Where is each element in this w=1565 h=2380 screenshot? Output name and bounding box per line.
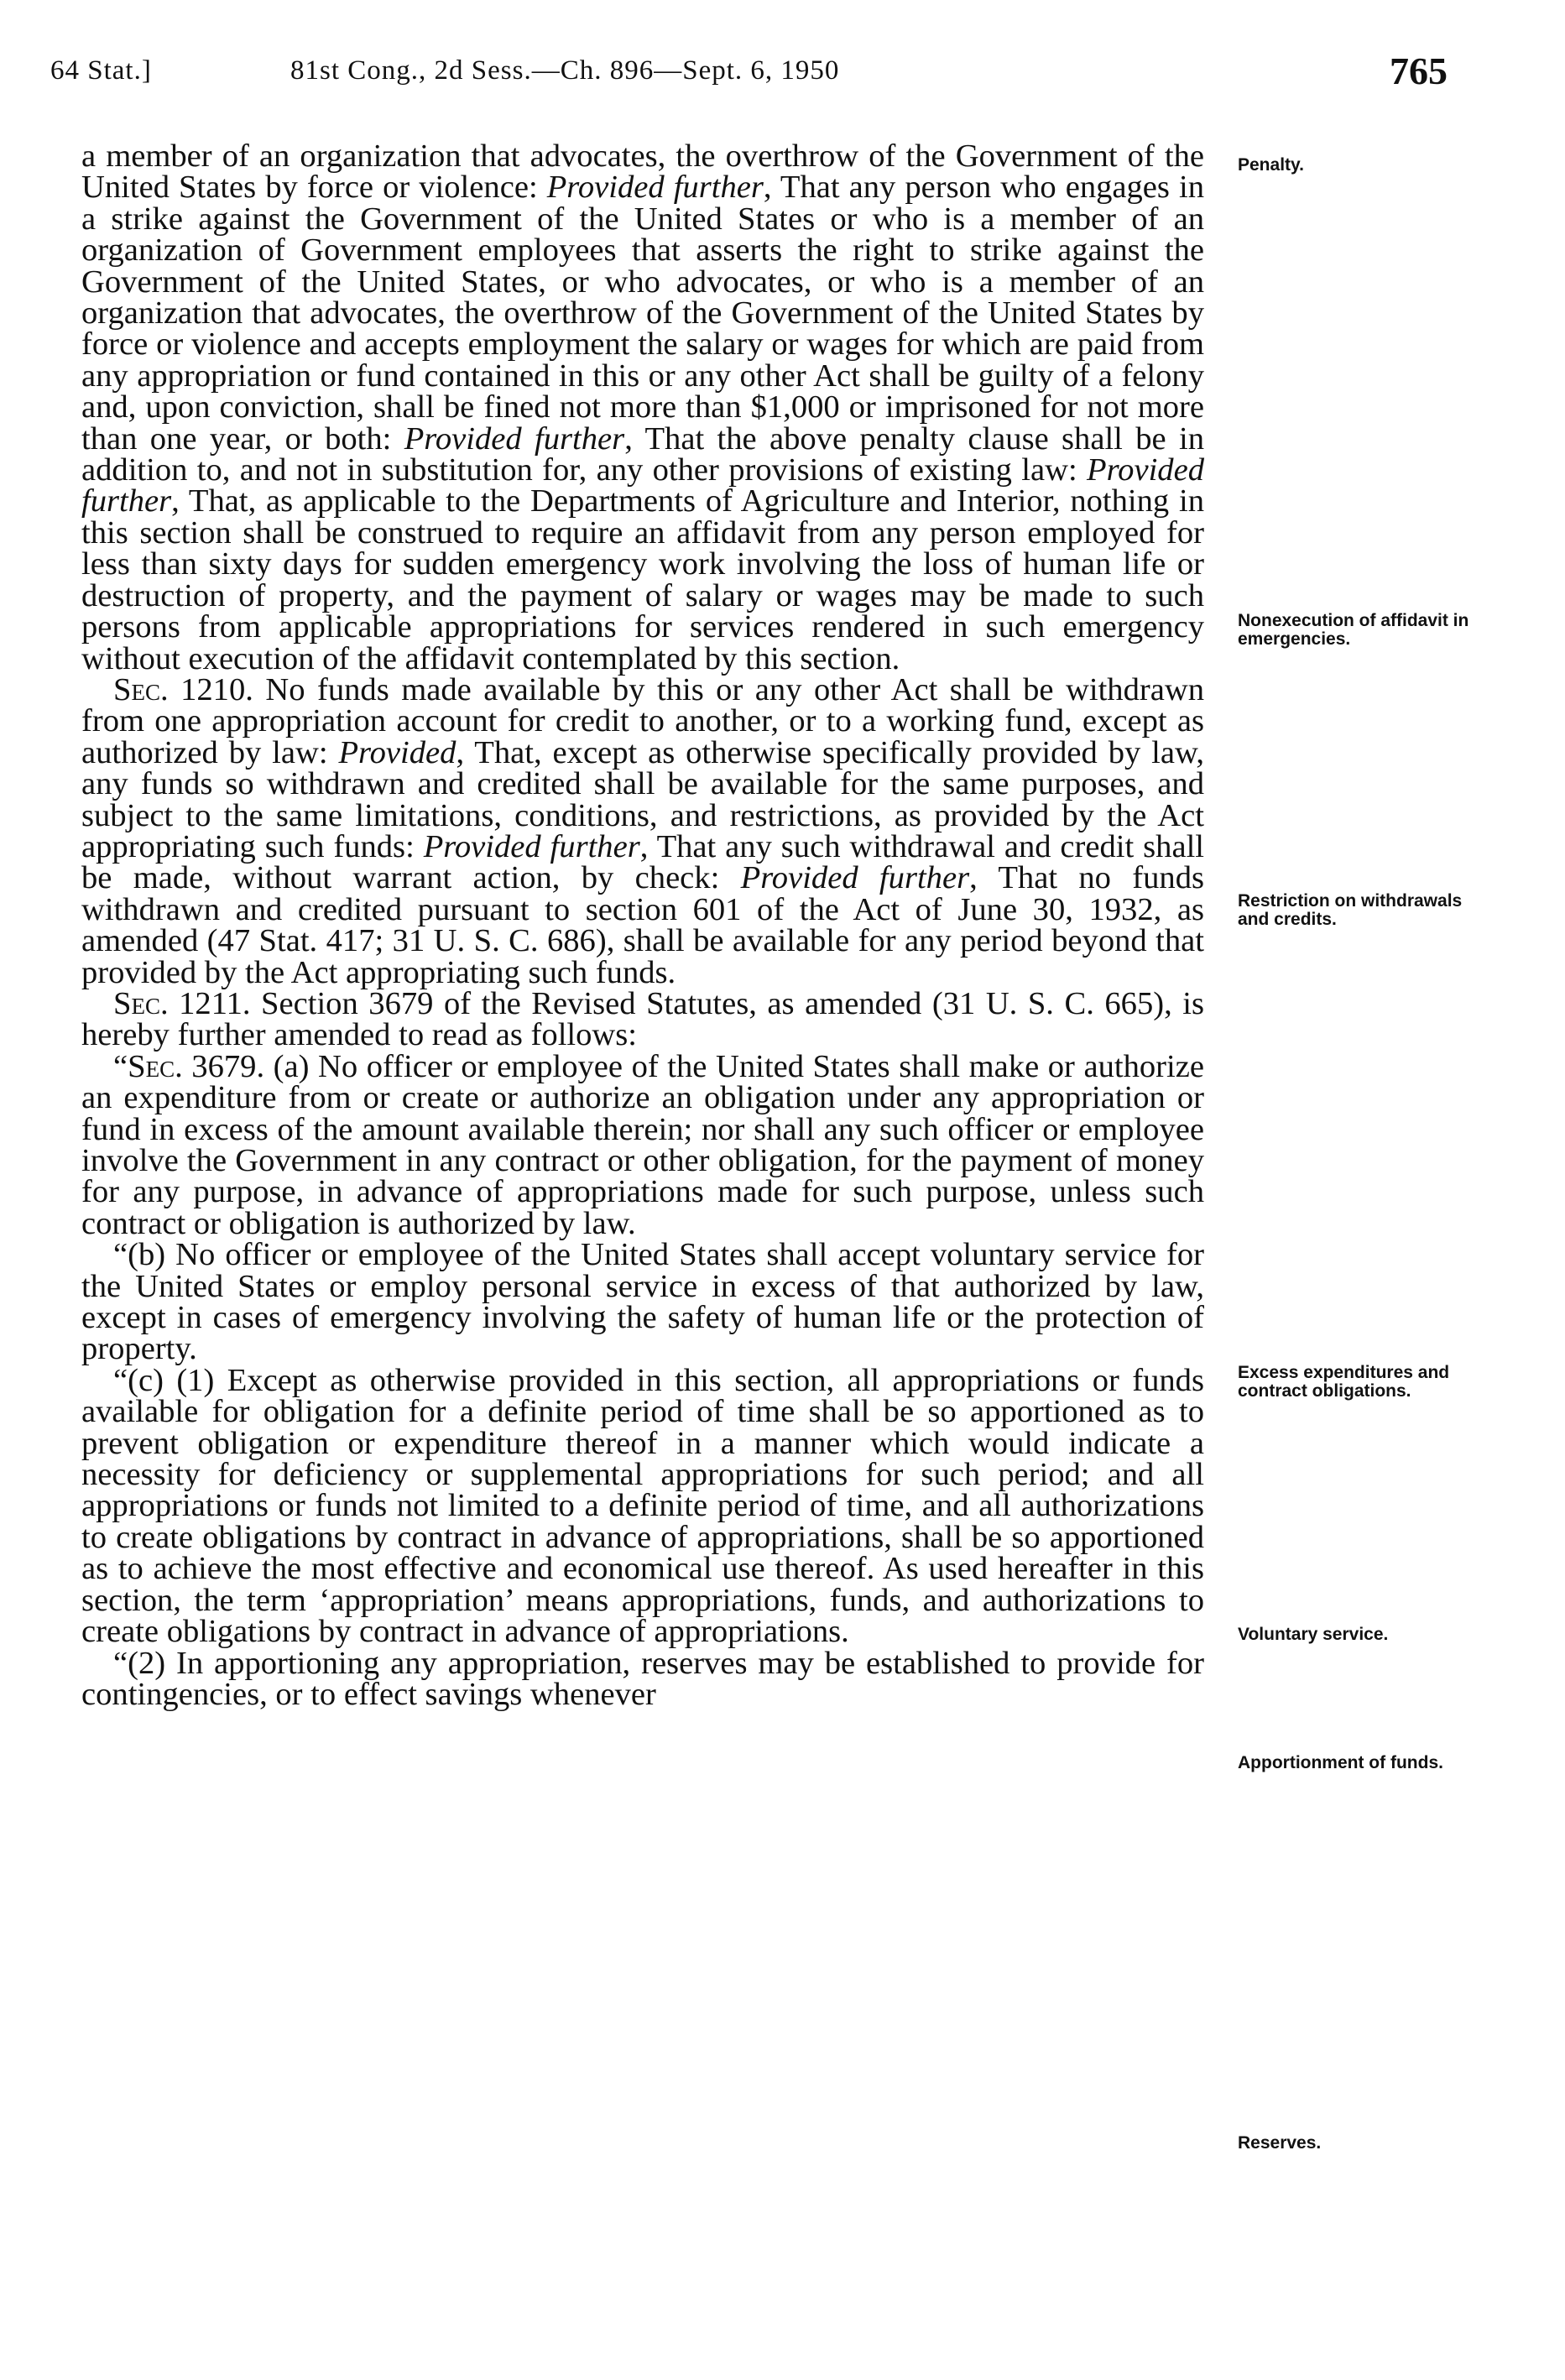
running-header — [50, 49, 1448, 99]
proviso-phrase: Provided further — [740, 860, 970, 896]
text-run: “(c) (1) Except as otherwise provided in this section, all appropriations or funds available for obligation for a definite period of time shall be so apportioned as to prevent obligation or expenditure thereof in a manner which would indicate a necessity for deficiency or supplemental appropriations for such period; and all appropriations or funds not limited to a definite period of time, and all authorizations to create obligations by contract in advance of appropriations, shall be so apportioned as to achieve the most effective and economical use thereof. As used hereafter in this section, the term ‘appropriation’ means appropriations, funds, and authorizations to create obligations by contract in advance of appropriations. — [81, 1362, 1204, 1650]
statute-paragraph — [81, 1362, 1204, 1650]
proviso-phrase: Provided further — [81, 452, 1204, 519]
statute-paragraph — [81, 671, 1205, 990]
text-run: 1210. No funds made available by this or any other Act shall be withdrawn from one appropriation account for credit to another, or to a working fund, except as authorized by law: — [81, 671, 1204, 770]
margin-note-excess-expenditures: Excess expenditures and contract obligations. — [1238, 1363, 1450, 1401]
proviso-phrase: Provided — [338, 734, 456, 770]
proviso-phrase: Provided further — [546, 170, 764, 206]
statute-body — [81, 138, 1205, 1712]
section-label: Sec. — [113, 671, 169, 707]
margin-note-voluntary-service: Voluntary service. — [1238, 1625, 1389, 1644]
margin-note-apportionment-funds: Apportionment of funds. — [1238, 1753, 1443, 1772]
statute-paragraph — [81, 1237, 1204, 1367]
page-number: 765 — [1390, 50, 1448, 92]
section-label: Sec. — [113, 985, 169, 1021]
proviso-phrase: Provided further — [404, 420, 625, 457]
text-run: , That, as applicable to the Departments of Agriculture and Interior, nothing in this section shall be construed to require an affidavit from any person employed for less than sixty days for sudden emergency work involving the loss of human life or destruction of property, and the payment of salary or wages may be made to such persons from applicable appropriations for services rendered in such emergency without execution of the affidavit contemplated by this section. — [81, 483, 1204, 676]
section-label: Sec. — [128, 1048, 183, 1084]
text-run: “(2) In apportioning any appropriation, reserves may be established to provide for contingencies, or to effect savings whenever — [81, 1645, 1204, 1712]
text-run: , That any person who engages in a strike against the Government of the United States or who is a member of an organization of Government employees that asserts the right to strike against the Government of the United States, or who advocates, or who is a member of an organization that advocates, the overthrow of the Government of the United States by force or violence and accepts employment the salary or wages for which are paid from any appropriation or fund contained in this or any other Act shall be guilty of a felony and, upon conviction, shall be fined not more than $1,000 or imprisoned for not more than one year, or both: — [81, 170, 1204, 457]
margin-note-restriction-withdrawals: Restriction on withdrawals and credits. — [1238, 891, 1463, 929]
text-run: , That any such withdrawal and credit shall be made, without warrant action, by check: — [81, 828, 1204, 896]
proviso-phrase: Provided further — [423, 828, 640, 864]
session-chapter-date: 81st Cong., 2d Sess.—Ch. 896—Sept. 6, 1950 — [290, 55, 840, 86]
text-run: , That, except as otherwise specifically provided by law, any funds so withdrawn and credited shall be available for the same purposes, and subject to the same limitations, conditions, and restrictions, as provided by the Act appropriating such funds: — [81, 734, 1205, 864]
statute-paragraph — [81, 1048, 1204, 1241]
volume-citation: 64 Stat.] — [50, 55, 152, 86]
text-run: , That the above penalty clause shall be in addition to, and not in substitution for, any other provisions of existing law: — [81, 420, 1204, 488]
margin-note-penalty: Penalty. — [1238, 155, 1304, 175]
text-run: , That no funds withdrawn and credited pursuant to section 601 of the Act of June 30, 1932, as amended (47 Stat. 417; 31 U. S. C. 686), shall be available for any period beyond that provided by the Act appropriating such funds. — [81, 860, 1204, 990]
statute-paragraph — [81, 1645, 1204, 1712]
statute-paragraph — [81, 138, 1204, 676]
text-run: 3679. (a) No officer or employee of the United States shall make or authorize an expenditure from or create or authorize an obligation under any appropriation or fund in excess of the amount available therein; nor shall any such officer or employee involve the Government in any contract or other obligation, for the payment of money for any purpose, in advance of appropriations made for such purpose, unless such contract or obligation is authorized by law. — [81, 1048, 1204, 1241]
text-run: a member of an organization that advocates, the overthrow of the Government of the United States by force or violence: — [81, 138, 1204, 206]
margin-note-reserves: Reserves. — [1238, 2133, 1322, 2153]
statute-paragraph — [81, 985, 1204, 1053]
text-run: “(b) No officer or employee of the United States shall accept voluntary service for the United States or employ personal service in excess of that authorized by law, except in cases of emergency involving the safety of human life or the protection of property. — [81, 1237, 1204, 1367]
text-run: “ — [113, 1048, 128, 1084]
text-run: 1211. Section 3679 of the Revised Statutes, as amended (31 U. S. C. 665), is hereby further amended to read as follows: — [81, 985, 1204, 1053]
margin-note-nonexecution-affidavit: Nonexecution of affidavit in emergencies. — [1238, 611, 1469, 649]
